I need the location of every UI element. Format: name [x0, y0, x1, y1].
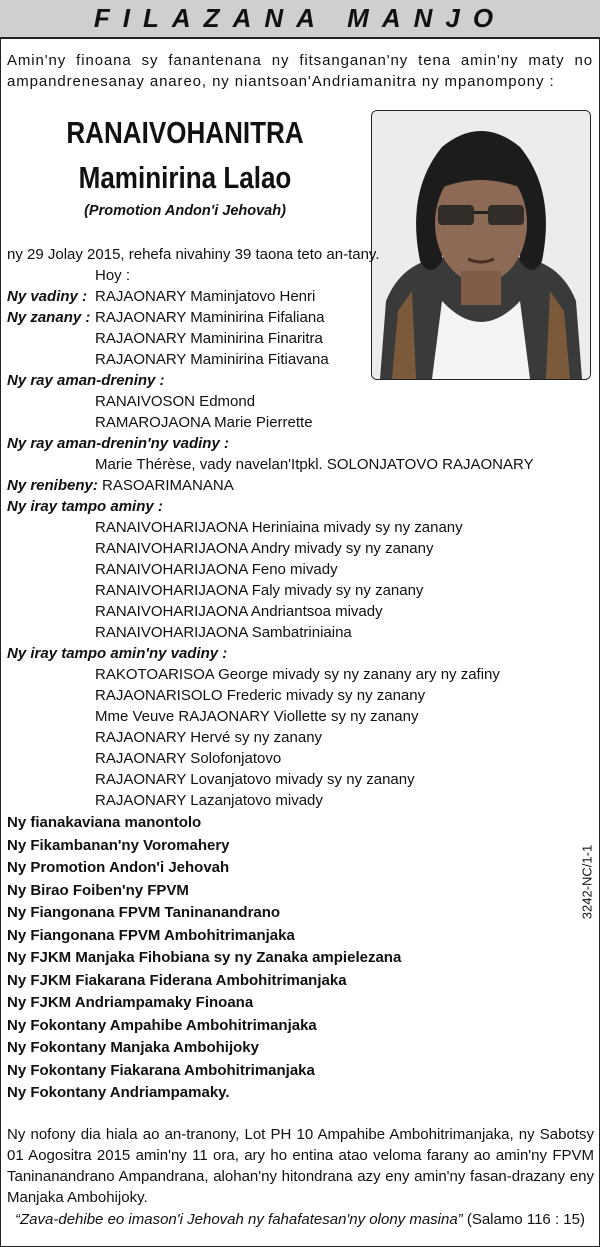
- funeral-details: Ny nofony dia hiala ao an-tranony, Lot PH 10 Ampahibe Ambohitrimanjaka, ny Sabotsy 01 Aogositra 2015 amin'ny 11 ora, ary ho entina atao veloma farany ao amin'ny FPVM Taninanandrano Ampandrana, alohan'ny hitondrana azy eny amin'ny fasan-drazany eny Manjaka Ambohijoky.: [7, 1126, 594, 1206]
- organization-item: Ny Birao Foiben'ny FPVM: [7, 882, 189, 899]
- iray-tampo-aminy-item: RANAIVOHARIJAONA Sambatriniaina: [95, 624, 352, 641]
- organization-item: Ny Fiangonana FPVM Ambohitrimanjaka: [7, 927, 295, 944]
- quote-text: “Zava-dehibe eo imason'i Jehovah ny fahafatesan'ny olony masina”: [15, 1211, 463, 1228]
- iray-tampo-amin-ny-vadiny-item: Mme Veuve RAJAONARY Viollette sy ny zanany: [95, 708, 419, 725]
- bible-quote: [0, 1211, 600, 1228]
- zanany-label: Ny zanany :: [7, 309, 91, 326]
- organization-item: Ny Promotion Andon'i Jehovah: [7, 859, 230, 876]
- zanany-item: RAJAONARY Maminirina Fitiavana: [95, 351, 329, 368]
- iray-tampo-amin-ny-vadiny-item: RAJAONARISOLO Frederic mivady sy ny zanany: [95, 687, 426, 704]
- iray-tampo-amin-ny-vadiny-item: RAKOTOARISOA George mivady sy ny zanany ary ny zafiny: [95, 666, 500, 683]
- renibeny-line: [7, 477, 234, 495]
- portrait-photo: [371, 110, 591, 380]
- iray-tampo-aminy-label: Ny iray tampo aminy :: [7, 498, 163, 515]
- vadiny-label: Ny vadiny :: [7, 288, 88, 305]
- header-banner: [0, 0, 600, 39]
- organization-item: Ny Fiangonana FPVM Taninanandrano: [7, 904, 281, 921]
- ray-aman-dreniny-item: RANAIVOSON Edmond: [95, 393, 256, 410]
- organization-item: Ny FJKM Fiakarana Fiderana Ambohitrimanjaka: [7, 972, 347, 989]
- iray-tampo-aminy-item: RANAIVOHARIJAONA Andriantsoa mivady: [95, 603, 383, 620]
- deceased-surname: RANAIVOHANITRA: [66, 115, 304, 150]
- organization-item: Ny FJKM Andriampamaky Finoana: [7, 994, 254, 1011]
- hoy-label: Hoy :: [95, 267, 131, 284]
- organization-item: Ny Fokontany Fiakarana Ambohitrimanjaka: [7, 1062, 315, 1079]
- renibeny-label: Ny renibeny:: [7, 477, 98, 494]
- reference-code: 3242-NC/1-1: [579, 844, 595, 920]
- portrait-image: [372, 111, 590, 379]
- iray-tampo-aminy-item: RANAIVOHARIJAONA Heriniaina mivady sy ny zanany: [95, 519, 463, 536]
- ray-aman-dreniny-item: RAMAROJAONA Marie Pierrette: [95, 414, 313, 431]
- zanany-item: RAJAONARY Maminirina Finaritra: [95, 330, 323, 347]
- deceased-given-names: Maminirina Lalao: [78, 160, 292, 195]
- iray-tampo-amin-ny-vadiny-item: RAJAONARY Solofonjatovo: [95, 750, 282, 767]
- iray-tampo-aminy-item: RANAIVOHARIJAONA Faly mivady sy ny zanany: [95, 582, 424, 599]
- organization-item: Ny Fokontany Andriampamaky.: [7, 1084, 230, 1101]
- ray-aman-drenin-ny-vadiny-item: Marie Thérèse, vady navelan'Itpkl. SOLONJATOVO RAJAONARY: [95, 456, 534, 473]
- organization-item: Ny Fokontany Manjaka Ambohijoky: [7, 1039, 259, 1056]
- iray-tampo-amin-ny-vadiny-item: RAJAONARY Lazanjatovo mivady: [95, 792, 323, 809]
- deceased-affiliation: (Promotion Andon'i Jehovah): [84, 203, 286, 219]
- zanany-item: RAJAONARY Maminirina Fifaliana: [95, 309, 325, 326]
- organization-item: Ny fianakaviana manontolo: [7, 814, 202, 831]
- iray-tampo-aminy-item: RANAIVOHARIJAONA Andry mivady sy ny zanany: [95, 540, 434, 557]
- organization-item: Ny Fokontany Ampahibe Ambohitrimanjaka: [7, 1017, 317, 1034]
- iray-tampo-amin-ny-vadiny-item: RAJAONARY Hervé sy ny zanany: [95, 729, 323, 746]
- vadiny-name: RAJAONARY Maminjatovo Henri: [95, 288, 316, 305]
- iray-tampo-amin-ny-vadiny-label: Ny iray tampo amin'ny vadiny :: [7, 645, 228, 662]
- iray-tampo-aminy-item: RANAIVOHARIJAONA Feno mivady: [95, 561, 338, 578]
- quote-reference: (Salamo 116 : 15): [466, 1211, 585, 1228]
- renibeny-name: RASOARIMANANA: [102, 477, 234, 494]
- notice-title: FILAZANA MANJO: [93, 3, 507, 33]
- intro-text: Amin'ny finoana sy fanantenana ny fitsanganan'ny tena amin'ny maty no ampandrenesanay anareo, ny niantsoan'Andriamanitra ny mpanompony :: [7, 52, 593, 90]
- death-notice: ny 29 Jolay 2015, rehefa nivahiny 39 taona teto an-tany.: [7, 246, 380, 263]
- iray-tampo-amin-ny-vadiny-item: RAJAONARY Lovanjatovo mivady sy ny zanany: [95, 771, 415, 788]
- ray-aman-drenin-ny-vadiny-label: Ny ray aman-drenin'ny vadiny :: [7, 435, 229, 452]
- organization-item: Ny Fikambanan'ny Voromahery: [7, 837, 230, 854]
- organization-item: Ny FJKM Manjaka Fihobiana sy ny Zanaka ampielezana: [7, 949, 402, 966]
- ray-aman-dreniny-label: Ny ray aman-dreniny :: [7, 372, 165, 389]
